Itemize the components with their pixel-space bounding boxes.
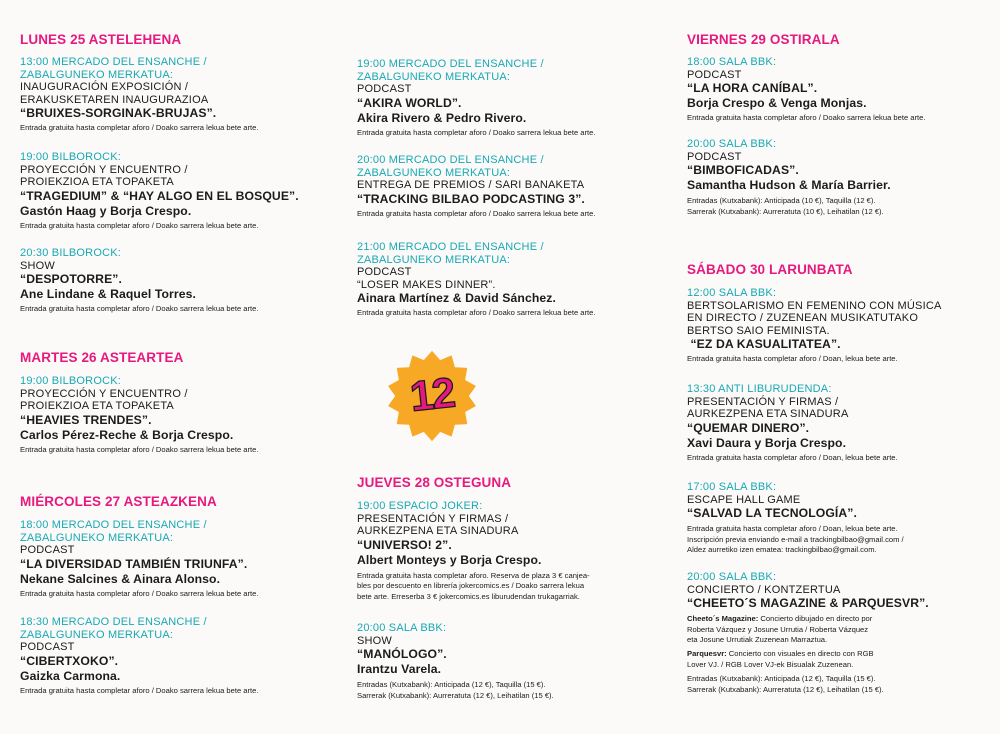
event-type: PODCAST [357,83,412,96]
event-mon-3 [20,247,340,315]
event-people: Nekane Salcines & Ainara Alonso. [20,571,221,586]
event-type: PODCAST [687,150,742,163]
event-note: Sarrerak (Kutxabank): Aurreratuta (12 €), Leihatilan (15 €). [357,690,554,700]
event-type: PROIEKZIOA ETA TOPAKETA [20,176,174,189]
event-time: 13:30 ANTI LIBURUDENDA: [687,383,832,395]
event-title: “LA DIVERSIDAD TAMBIÉN TRIUNFA”. [20,556,248,571]
event-venue: ZABALGUNEKO MERKATUA: [357,253,511,266]
event-title: “CIBERTXOKO”. [20,653,119,668]
event-note: Entrada gratuita hasta completar aforo / Doako sarrera lekua bete arte. [20,123,259,133]
event-type: PODCAST [357,266,412,279]
event-type: PODCAST [20,544,75,557]
day-heading-thursday: JUEVES 28 OSTEGUNA [357,475,512,490]
event-wed-2 [20,616,340,697]
event-time: 19:00 ESPACIO JOKER: [357,500,483,512]
event-time: 18:30 MERCADO DEL ENSANCHE / [20,616,207,628]
event-people: Albert Monteys y Borja Crespo. [357,552,542,567]
event-type: ENTREGA DE PREMIOS / SARI BANAKETA [357,179,585,192]
event-people: Borja Crespo & Venga Monjas. [687,96,867,111]
event-people: Irantzu Varela. [357,662,442,677]
event-title: “TRACKING BILBAO PODCASTING 3”. [357,191,585,206]
event-title: “TRAGEDIUM” & “HAY ALGO EN EL BOSQUE”. [20,188,299,203]
event-title: “LA HORA CANÍBAL”. [687,81,818,96]
day-heading-monday: LUNES 25 ASTELEHENA [20,32,182,47]
event-note: Entrada gratuita hasta completar aforo. Reserva de plaza 3 € canjea- [357,570,590,580]
event-type: BERTSO SAIO FEMINISTA. [687,324,830,337]
event-note: Entrada gratuita hasta completar aforo / Doako sarrera lekua bete arte. [357,308,596,318]
event-note: bles por descuento en librería jokercomics.es / Doako sarrera lekua [357,581,585,591]
event-description [687,614,987,624]
event-type: ESCAPE HALL GAME [687,493,801,506]
event-type: SHOW [357,634,393,647]
event-note: Entradas (Kutxabank): Anticipada (10 €), Taquilla (12 €). [687,196,876,206]
event-type: BERTSOLARISMO EN FEMENINO CON MÚSICA [687,299,942,312]
event-type: PODCAST [20,641,75,654]
event-venue: ZABALGUNEKO MERKATUA: [357,70,511,83]
event-people: Gaizka Carmona. [20,668,121,683]
event-time: 18:00 MERCADO DEL ENSANCHE / [20,519,207,531]
event-note: Entrada gratuita hasta completar aforo / Doako sarrera lekua bete arte. [20,444,259,454]
event-time: 20:00 MERCADO DEL ENSANCHE / [357,154,544,166]
event-time: 13:00 MERCADO DEL ENSANCHE / [20,56,207,68]
edition-badge [386,350,478,442]
event-people: Gastón Haag y Borja Crespo. [20,203,192,218]
event-wed-4 [357,154,677,220]
event-sat-4 [687,571,987,695]
event-time: 12:00 SALA BBK: [687,287,777,299]
event-note: Sarrerak (Kutxabank): Aurreratuta (10 €), Leihatilan (12 €). [687,206,884,216]
description-text: Lover VJ. / RGB Lover VJ-ek Bisualak Zuzenean. [687,659,854,669]
event-time: 19:00 BILBOROCK: [20,375,122,387]
event-type: “LOSER MAKES DINNER”. [357,278,496,291]
event-note: Entrada gratuita hasta completar aforo / Doako sarrera lekua bete arte. [20,220,259,230]
event-thu-2 [357,622,677,701]
event-sat-3 [687,481,1000,555]
event-type: CONCIERTO / KONTZERTUA [687,583,841,596]
event-title: “MANÓLOGO”. [357,647,447,662]
description-label: Cheeto´s Magazine: [687,614,759,624]
event-contact: Inscripción previa enviando e-mail a trackingbilbao@gmail.com / [687,534,904,544]
description-text: Concierto con visuales en directo con RGB [726,649,874,659]
event-venue: ZABALGUNEKO MERKATUA: [357,166,511,179]
event-sat-1 [687,287,1000,365]
event-type: AURKEZPENA ETA SINADURA [687,408,849,421]
event-note: bete arte. Erreserba 3 € jokercomics.es liburudendan trukagarriak. [357,591,580,601]
event-title: “QUEMAR DINERO”. [687,420,810,435]
event-people: Ainara Martínez & David Sánchez. [357,291,556,306]
event-people: Ane Lindane & Raquel Torres. [20,287,196,302]
event-type: PROYECCIÓN Y ENCUENTRO / [20,163,188,176]
event-people: Xavi Daura y Borja Crespo. [687,435,847,450]
event-mon-2 [20,151,340,232]
description-text: Concierto dibujado en directo por [758,614,873,624]
event-tue-1 [20,375,340,456]
description-text: Roberta Vázquez y Josune Urrutia / Roberta Vázquez [687,624,869,634]
event-time: 19:00 BILBOROCK: [20,151,122,163]
event-description [687,649,987,659]
event-note: Entradas (Kutxabank): Anticipada (12 €), Taquilla (15 €). [687,674,876,684]
event-time: 18:00 SALA BBK: [687,56,777,68]
event-time: 20:30 BILBOROCK: [20,247,122,259]
day-heading-wednesday: MIÉRCOLES 27 ASTEAZKENA [20,494,217,509]
event-type: SHOW [20,259,56,272]
event-time: 20:00 SALA BBK: [357,622,447,634]
event-people: Akira Rivero & Pedro Rivero. [357,110,527,125]
event-title: “DESPOTORRE”. [20,272,122,287]
event-wed-1 [20,519,340,600]
day-heading-saturday: SÁBADO 30 LARUNBATA [687,262,853,277]
event-time: 20:00 SALA BBK: [687,138,777,150]
event-type: PROYECCIÓN Y ENCUENTRO / [20,387,188,400]
event-wed-3 [357,58,677,139]
event-note: Entrada gratuita hasta completar aforo / Doako sarrera lekua bete arte. [687,113,926,123]
event-note: Entrada gratuita hasta completar aforo / Doako sarrera lekua bete arte. [20,685,259,695]
event-time: 20:00 SALA BBK: [687,571,777,583]
event-time: 19:00 MERCADO DEL ENSANCHE / [357,58,544,70]
event-wed-5 [357,241,677,319]
event-title: “EZ DA KASUALITATEA”. [687,337,841,352]
event-note: Entrada gratuita hasta completar aforo / Doan, lekua bete arte. [687,452,898,462]
badge-number: 12 [407,368,456,421]
event-type: AURKEZPENA ETA SINADURA [357,525,519,538]
event-note: Entrada gratuita hasta completar aforo / Doan, lekua bete arte. [687,524,898,534]
event-time: 17:00 SALA BBK: [687,481,777,493]
event-time: 21:00 MERCADO DEL ENSANCHE / [357,241,544,253]
event-type: PODCAST [687,68,742,81]
event-title: “UNIVERSO! 2”. [357,537,452,552]
event-fri-2 [687,138,1000,217]
description-label: Parquesvr: [687,649,727,659]
day-heading-tuesday: MARTES 26 ASTEARTEA [20,350,184,365]
event-type: PRESENTACIÓN Y FIRMAS / [687,395,839,408]
description-text: eta Josune Urrutiak Zuzenean Marraztua. [687,635,828,644]
event-type: ERAKUSKETAREN INAUGURAZIOA [20,93,209,106]
event-note: Entradas (Kutxabank): Anticipada (12 €), Taquilla (15 €). [357,680,546,690]
event-note: Entrada gratuita hasta completar aforo / Doako sarrera lekua bete arte. [20,304,259,314]
event-venue: ZABALGUNEKO MERKATUA: [20,628,174,641]
event-thu-1 [357,500,677,602]
event-venue: ZABALGUNEKO MERKATUA: [20,68,174,81]
event-note: Sarrerak (Kutxabank): Aurreratuta (12 €), Leihatilan (15 €). [687,684,884,694]
event-title: “HEAVIES TRENDES”. [20,412,152,427]
event-sat-2 [687,383,1000,464]
event-title: “CHEETO´S MAGAZINE & PARQUESVR”. [687,596,929,611]
event-mon-1 [20,56,340,134]
event-venue: ZABALGUNEKO MERKATUA: [20,531,174,544]
event-contact: Aldez aurretiko izen ematea: trackingbilbao@gmail.com. [687,545,877,554]
event-note: Entrada gratuita hasta completar aforo / Doako sarrera lekua bete arte. [357,208,596,218]
event-title: “BRUIXES-SORGINAK-BRUJAS”. [20,106,217,121]
event-note: Entrada gratuita hasta completar aforo / Doan, lekua bete arte. [687,354,898,364]
event-type: EN DIRECTO / ZUZENEAN MUSIKATUTAKO [687,312,919,325]
event-title: “BIMBOFICADAS”. [687,163,799,178]
event-fri-1 [687,56,1000,124]
event-type: INAUGURACIÓN EXPOSICIÓN / [20,81,189,94]
event-title: “SALVAD LA TECNOLOGÍA”. [687,506,857,521]
event-type: PRESENTACIÓN Y FIRMAS / [357,512,509,525]
event-type: PROIEKZIOA ETA TOPAKETA [20,400,174,413]
day-heading-friday: VIERNES 29 OSTIRALA [687,32,840,47]
event-title: “AKIRA WORLD”. [357,95,462,110]
event-people: Samantha Hudson & María Barrier. [687,178,891,193]
event-people: Carlos Pérez-Reche & Borja Crespo. [20,427,234,442]
event-note: Entrada gratuita hasta completar aforo / Doako sarrera lekua bete arte. [357,127,596,137]
event-note: Entrada gratuita hasta completar aforo / Doako sarrera lekua bete arte. [20,588,259,598]
